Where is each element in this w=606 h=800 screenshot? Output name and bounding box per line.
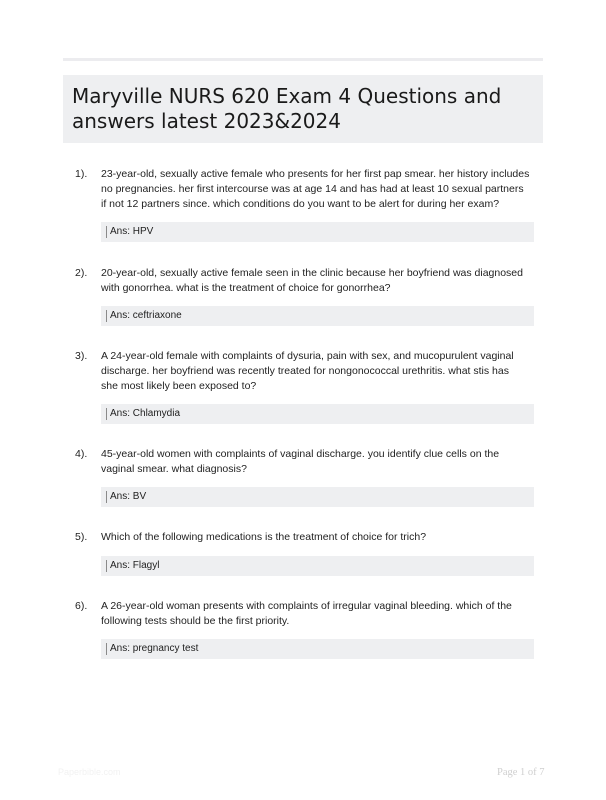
question-text-line: she most likely been exposed to? (101, 380, 257, 392)
watermark-text: Paperbible.com (58, 767, 121, 777)
question-text-line: following tests should be the first priority. (101, 615, 290, 627)
question-text-line: no pregnancies. her first intercourse was at age 14 and has had at least 10 sexual partners (101, 183, 524, 195)
answer-text: Ans: BV (110, 491, 147, 502)
title-banner (63, 75, 543, 143)
question-text-line: vaginal smear. what diagnosis? (101, 463, 247, 475)
question-text (101, 167, 537, 212)
answer-marker (106, 408, 107, 420)
question-number: 5). (75, 531, 88, 543)
question-text-line: discharge. her boyfriend was recently treated for nongonococcal urethritis. what stis has (101, 365, 509, 377)
answer-marker (106, 226, 107, 238)
answer-box (101, 556, 534, 576)
question-text (101, 447, 537, 477)
question-text (101, 349, 537, 394)
question-text-line: if not 12 partners since. which conditions do you want to be alert for during her exam? (101, 198, 500, 210)
answer-text: Ans: pregnancy test (110, 643, 199, 654)
question-text-line: Which of the following medications is the treatment of choice for trich? (101, 531, 427, 543)
question-text (101, 530, 537, 545)
question-number: 3). (75, 350, 88, 362)
question-text-line: A 24-year-old female with complaints of dysuria, pain with sex, and mucopurulent vaginal (101, 350, 514, 362)
question-text-line: with gonorrhea. what is the treatment of choice for gonorrhea? (101, 282, 391, 294)
answer-text: Ans: ceftriaxone (110, 310, 182, 321)
question-number: 2). (75, 267, 88, 279)
page-title-line-1: Maryville NURS 620 Exam 4 Questions and (72, 84, 502, 108)
question-text-line: 20-year-old, sexually active female seen in the clinic because her boyfriend was diagnosed (101, 267, 523, 279)
question-number: 1). (75, 168, 88, 180)
top-divider (63, 58, 543, 61)
answer-text: Ans: Flagyl (110, 560, 160, 571)
page-title (72, 84, 533, 134)
answer-box (101, 487, 534, 507)
page-number: Page 1 of 7 (497, 767, 545, 778)
answer-marker (106, 310, 107, 322)
question-text (101, 266, 537, 296)
answer-marker (106, 491, 107, 503)
answer-box (101, 222, 534, 242)
answer-marker (106, 560, 107, 572)
question-text (101, 599, 537, 629)
answer-text: Ans: Chlamydia (110, 408, 181, 419)
answer-marker (106, 643, 107, 655)
question-number: 4). (75, 448, 88, 460)
answer-box (101, 306, 534, 326)
question-text-line: A 26-year-old woman presents with complaints of irregular vaginal bleeding. which of the (101, 600, 512, 612)
question-text-line: 45-year-old women with complaints of vaginal discharge. you identify clue cells on the (101, 448, 500, 460)
answer-box (101, 404, 534, 424)
answer-text: Ans: HPV (110, 226, 154, 237)
answer-box (101, 639, 534, 659)
question-number: 6). (75, 600, 88, 612)
question-text-line: 23-year-old, sexually active female who presents for her first pap smear. her history includes (101, 168, 530, 180)
page-title-line-2: answers latest 2023&2024 (72, 109, 341, 133)
